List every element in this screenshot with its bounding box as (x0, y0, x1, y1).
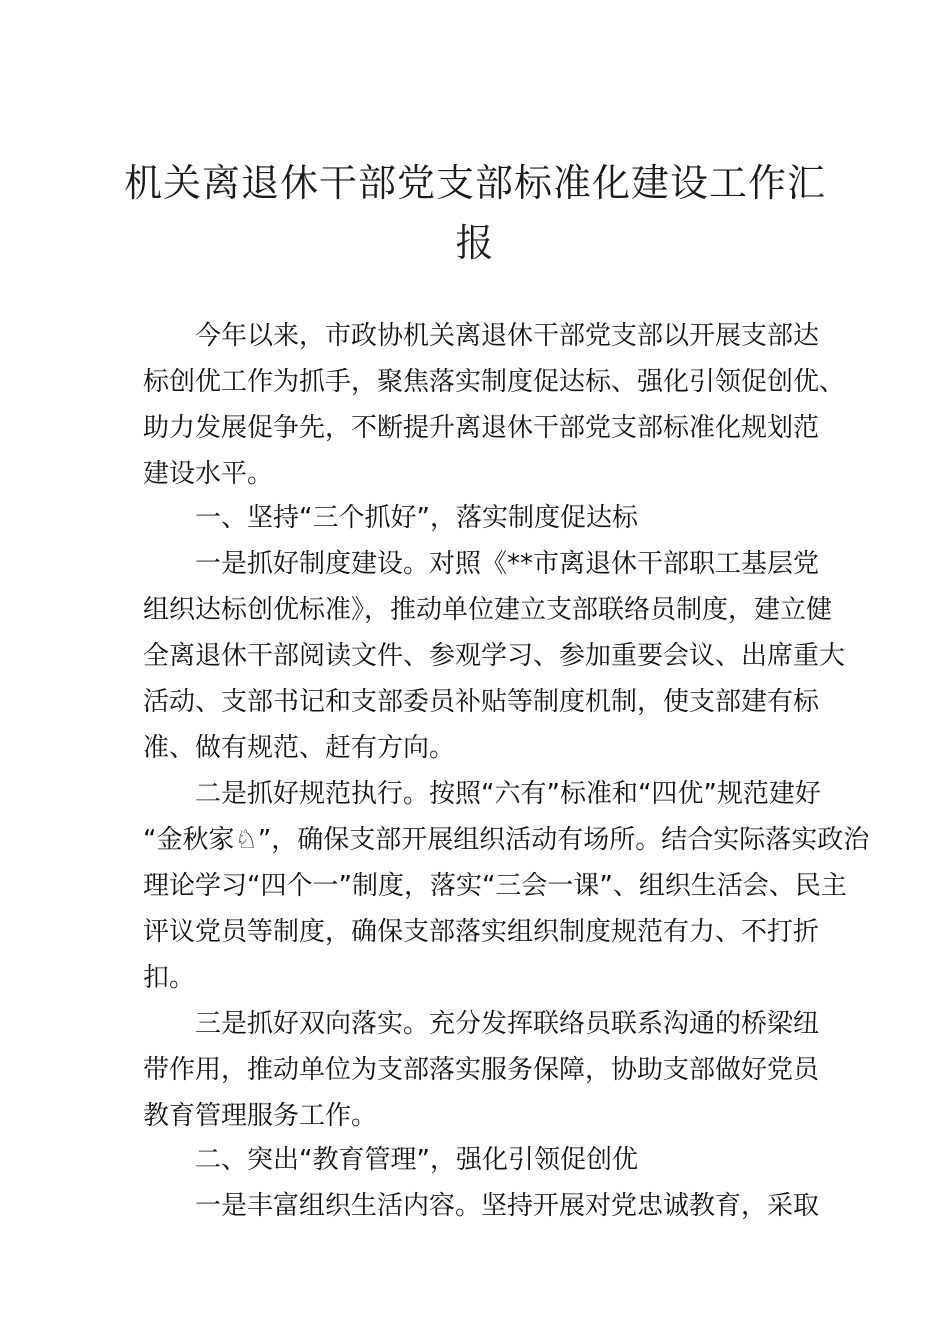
paragraph-line: 标创优工作为抓手，聚焦落实制度促达标、强化引领促创优、 (143, 367, 846, 397)
paragraph-line: 理论学习“四个一”制度，落实“三会一课”、组织生活会、民主 (143, 871, 847, 901)
paragraph-line: “金秋家♘”，确保支部开展组织活动有场所。结合实际落实政治 (143, 825, 870, 855)
paragraph-line: 活动、支部书记和支部委员补贴等制度机制，使支部建有标 (143, 687, 820, 717)
paragraph-line: 建设水平。 (143, 459, 274, 489)
paragraph-line: 助力发展促争先，不断提升离退休干部党支部标准化规划范 (143, 413, 820, 443)
paragraph-line: 扣。 (143, 963, 196, 993)
document-title-line-2: 报 (455, 221, 495, 265)
paragraph-line: 准、做有规范、赶有方向。 (143, 733, 456, 763)
section-heading: 二、突出“教育管理”，强化引领促创优 (195, 1145, 638, 1175)
paragraph-line: 组织达标创优标准》，推动单位建立支部联络员制度，建立健 (143, 595, 833, 625)
paragraph-line: 今年以来，市政协机关离退休干部党支部以开展支部达 (195, 321, 820, 351)
paragraph-line: 全离退休干部阅读文件、参观学习、参加重要会议、出席重大 (143, 641, 846, 671)
section-heading: 一、坚持“三个抓好”，落实制度促达标 (195, 503, 638, 533)
document-title-line-1: 机关离退休干部党支部标准化建设工作汇 (123, 161, 826, 205)
paragraph-line: 三是抓好双向落实。充分发挥联络员联系沟通的桥梁纽 (195, 1009, 820, 1039)
paragraph-line: 一是抓好制度建设。对照《**市离退休干部职工基层党 (195, 549, 820, 579)
paragraph-line: 带作用，推动单位为支部落实服务保障，协助支部做好党员 (143, 1055, 820, 1085)
paragraph-line: 二是抓好规范执行。按照“六有”标准和“四优”规范建好 (195, 779, 821, 809)
paragraph-line: 教育管理服务工作。 (143, 1101, 378, 1131)
paragraph-line: 一是丰富组织生活内容。坚持开展对党忠诚教育，采取 (195, 1191, 820, 1221)
paragraph-line: 评议党员等制度，确保支部落实组织制度规范有力、不打折 (143, 917, 820, 947)
